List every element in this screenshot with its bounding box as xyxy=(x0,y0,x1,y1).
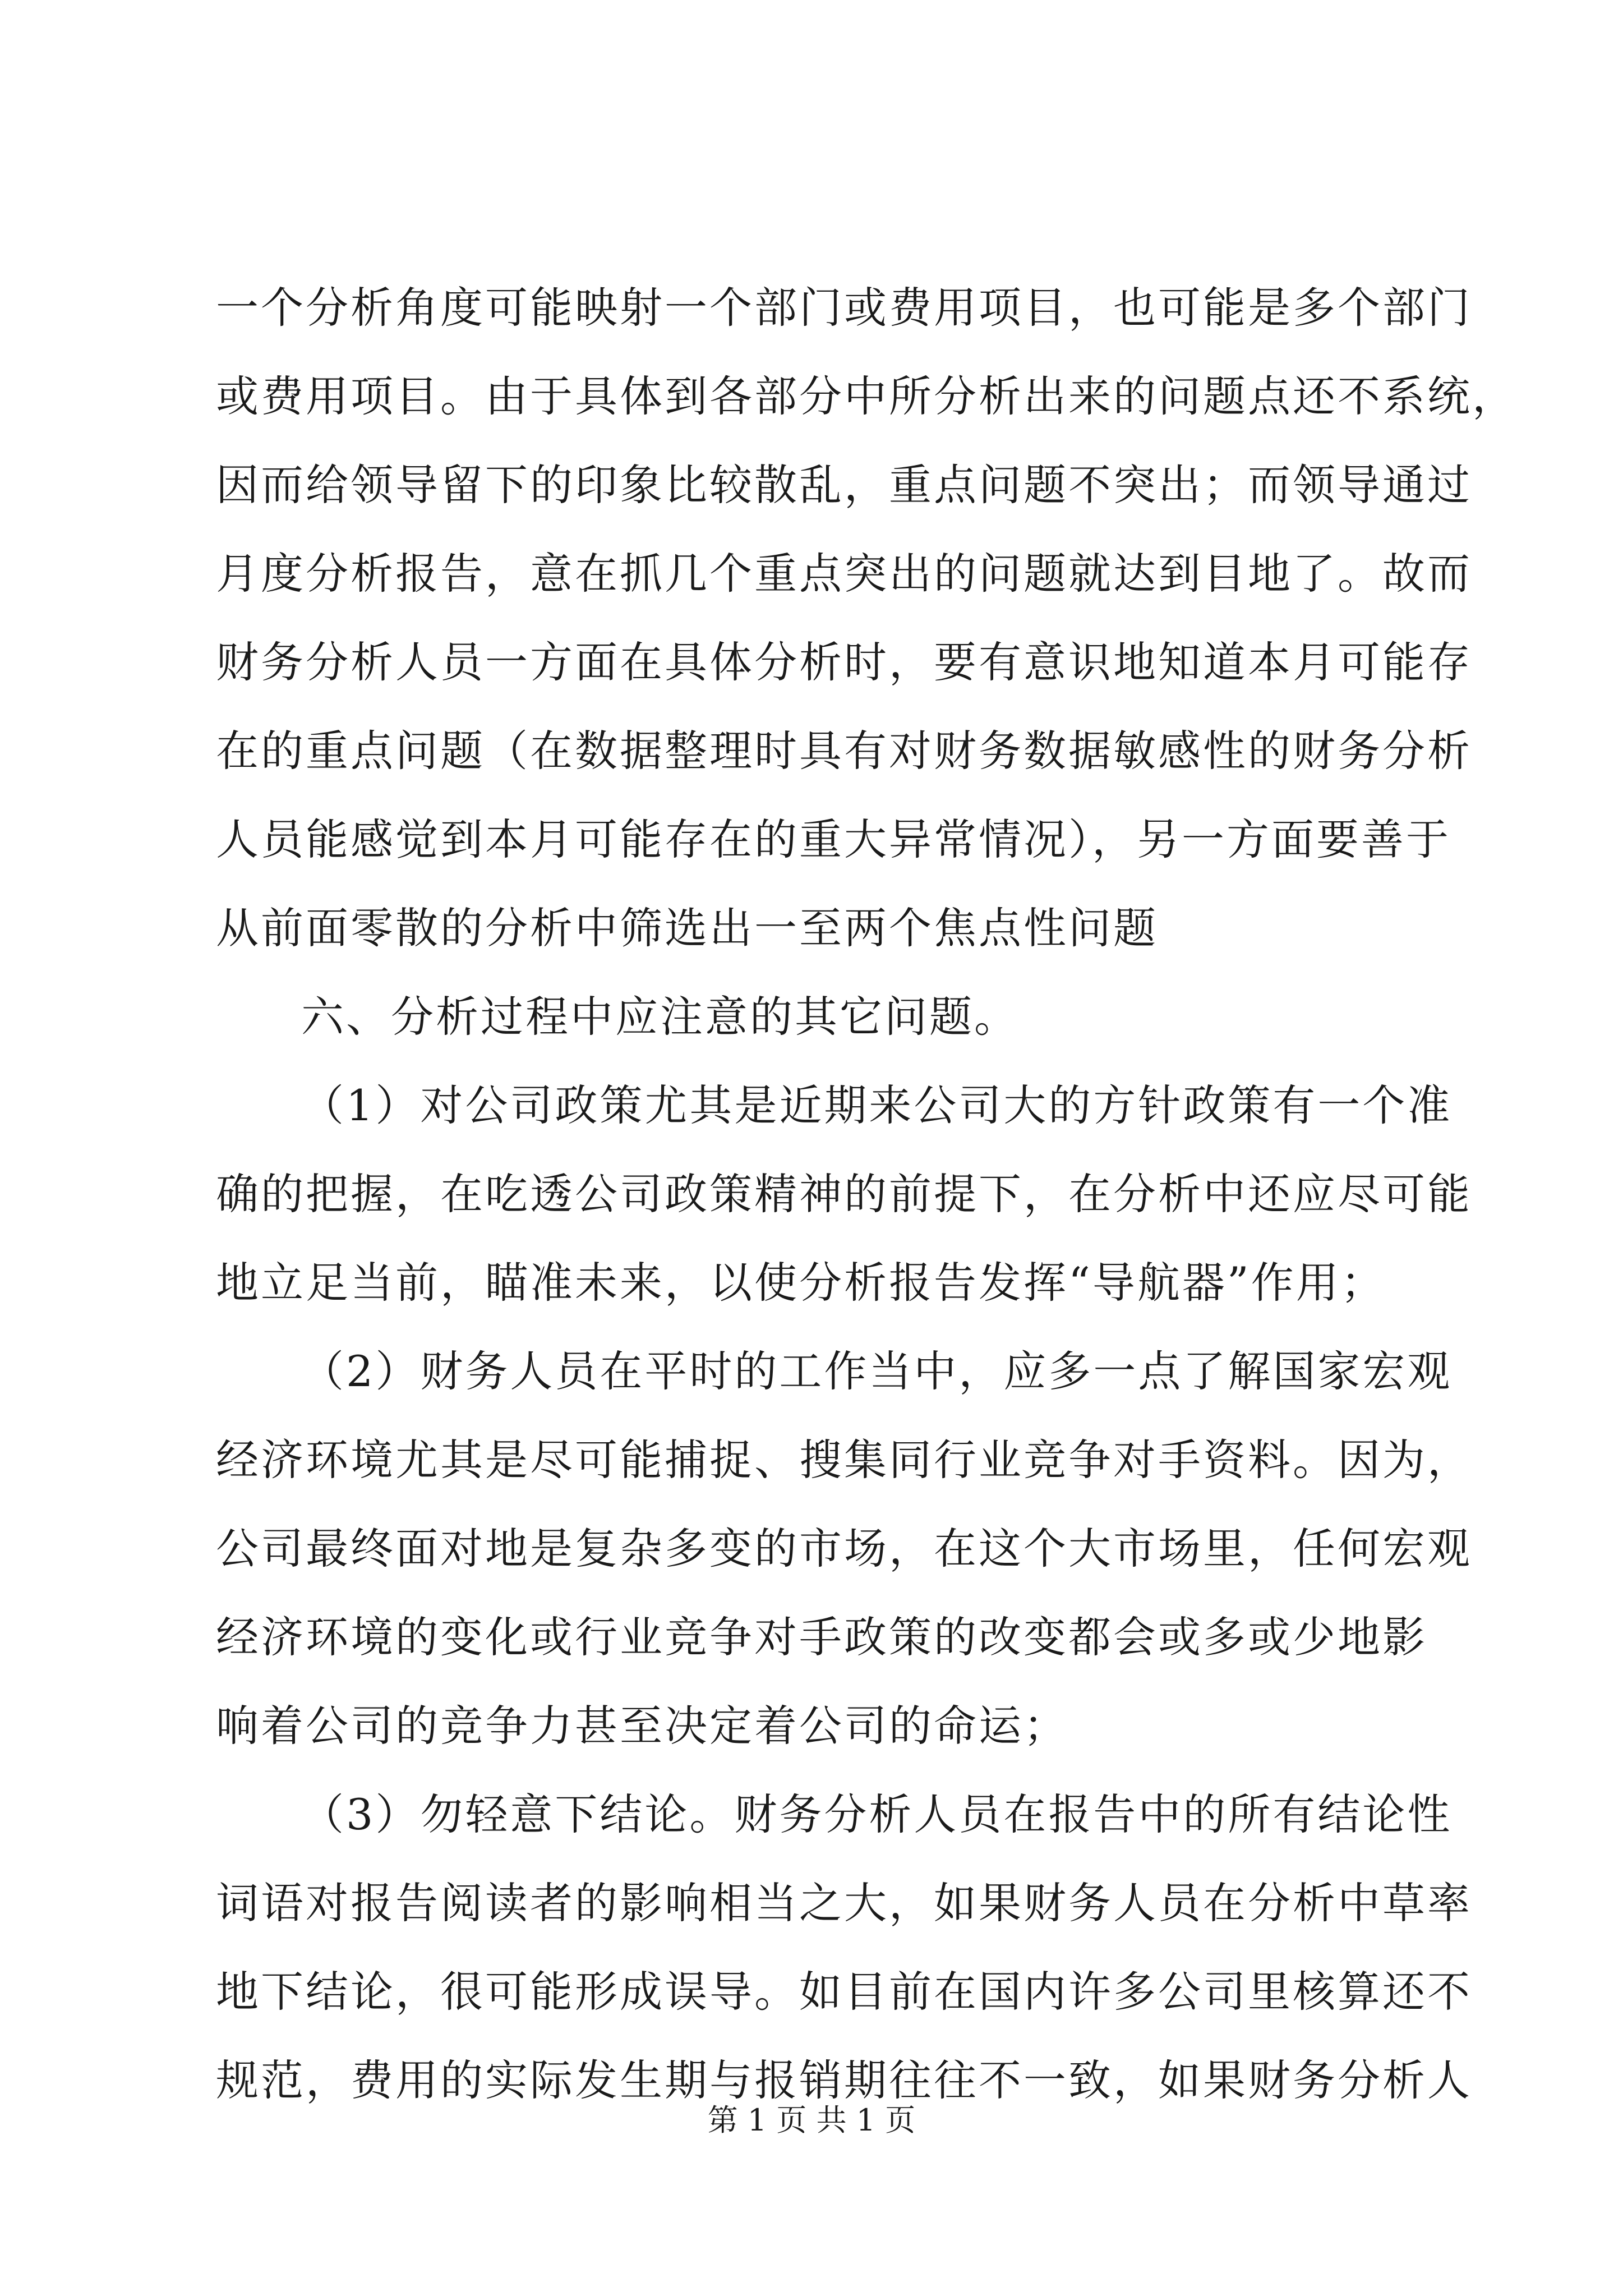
section-heading: 六、分析过程中应注意的其它问题。 xyxy=(301,992,1019,1042)
text-line: 地立足当前，瞄准未来，以使分析报告发挥“导航器”作用； xyxy=(216,1258,1386,1308)
text-line: 地下结论，很可能形成误导。如目前在国内许多公司里核算还不 xyxy=(216,1967,1472,2017)
text-line: 一个分析角度可能映射一个部门或费用项目，也可能是多个部门 xyxy=(216,283,1472,333)
text-line: 经济环境的变化或行业竞争对手政策的改变都会或多或少地影 xyxy=(216,1612,1427,1662)
document-body xyxy=(216,264,1517,2125)
paragraph-first-line: （3）勿轻意下结论。财务分析人员在报告中的所有结论性 xyxy=(301,1789,1453,1839)
text-line: 公司最终面对地是复杂多变的市场，在这个大市场里，任何宏观 xyxy=(216,1524,1472,1573)
text-line: 词语对报告阅读者的影响相当之大，如果财务人员在分析中草率 xyxy=(216,1878,1472,1928)
paragraph-first-line: （2）财务人员在平时的工作当中，应多一点了解国家宏观 xyxy=(301,1346,1453,1396)
text-line: 财务分析人员一方面在具体分析时，要有意识地知道本月可能存 xyxy=(216,637,1472,687)
text-line: 从前面零散的分析中筛选出一至两个焦点性问题 xyxy=(216,903,1158,953)
page-number-footer: 第 1 页 共 1 页 xyxy=(707,2102,916,2138)
paragraph-first-line: （1）对公司政策尤其是近期来公司大的方针政策有一个准 xyxy=(301,1080,1453,1130)
text-line: 规范，费用的实际发生期与报销期往往不一致，如果财务分析人 xyxy=(216,2055,1472,2105)
text-line: 确的把握，在吃透公司政策精神的前提下，在分析中还应尽可能 xyxy=(216,1169,1472,1219)
text-line: 人员能感觉到本月可能存在的重大异常情况），另一方面要善于 xyxy=(216,815,1451,864)
text-line: 响着公司的竞争力甚至决定着公司的命运； xyxy=(216,1701,1068,1751)
text-line: 经济环境尤其是尽可能捕捉、搜集同行业竞争对手资料。因为， xyxy=(216,1435,1472,1485)
text-line: 或费用项目。由于具体到各部分中所分析出来的问题点还不系统， xyxy=(216,371,1517,421)
text-line: 月度分析报告，意在抓几个重点突出的问题就达到目地了。故而 xyxy=(216,549,1472,599)
text-line: 因而给领导留下的印象比较散乱，重点问题不突出；而领导通过 xyxy=(216,460,1472,510)
text-line: 在的重点问题（在数据整理时具有对财务数据敏感性的财务分析 xyxy=(216,726,1472,776)
